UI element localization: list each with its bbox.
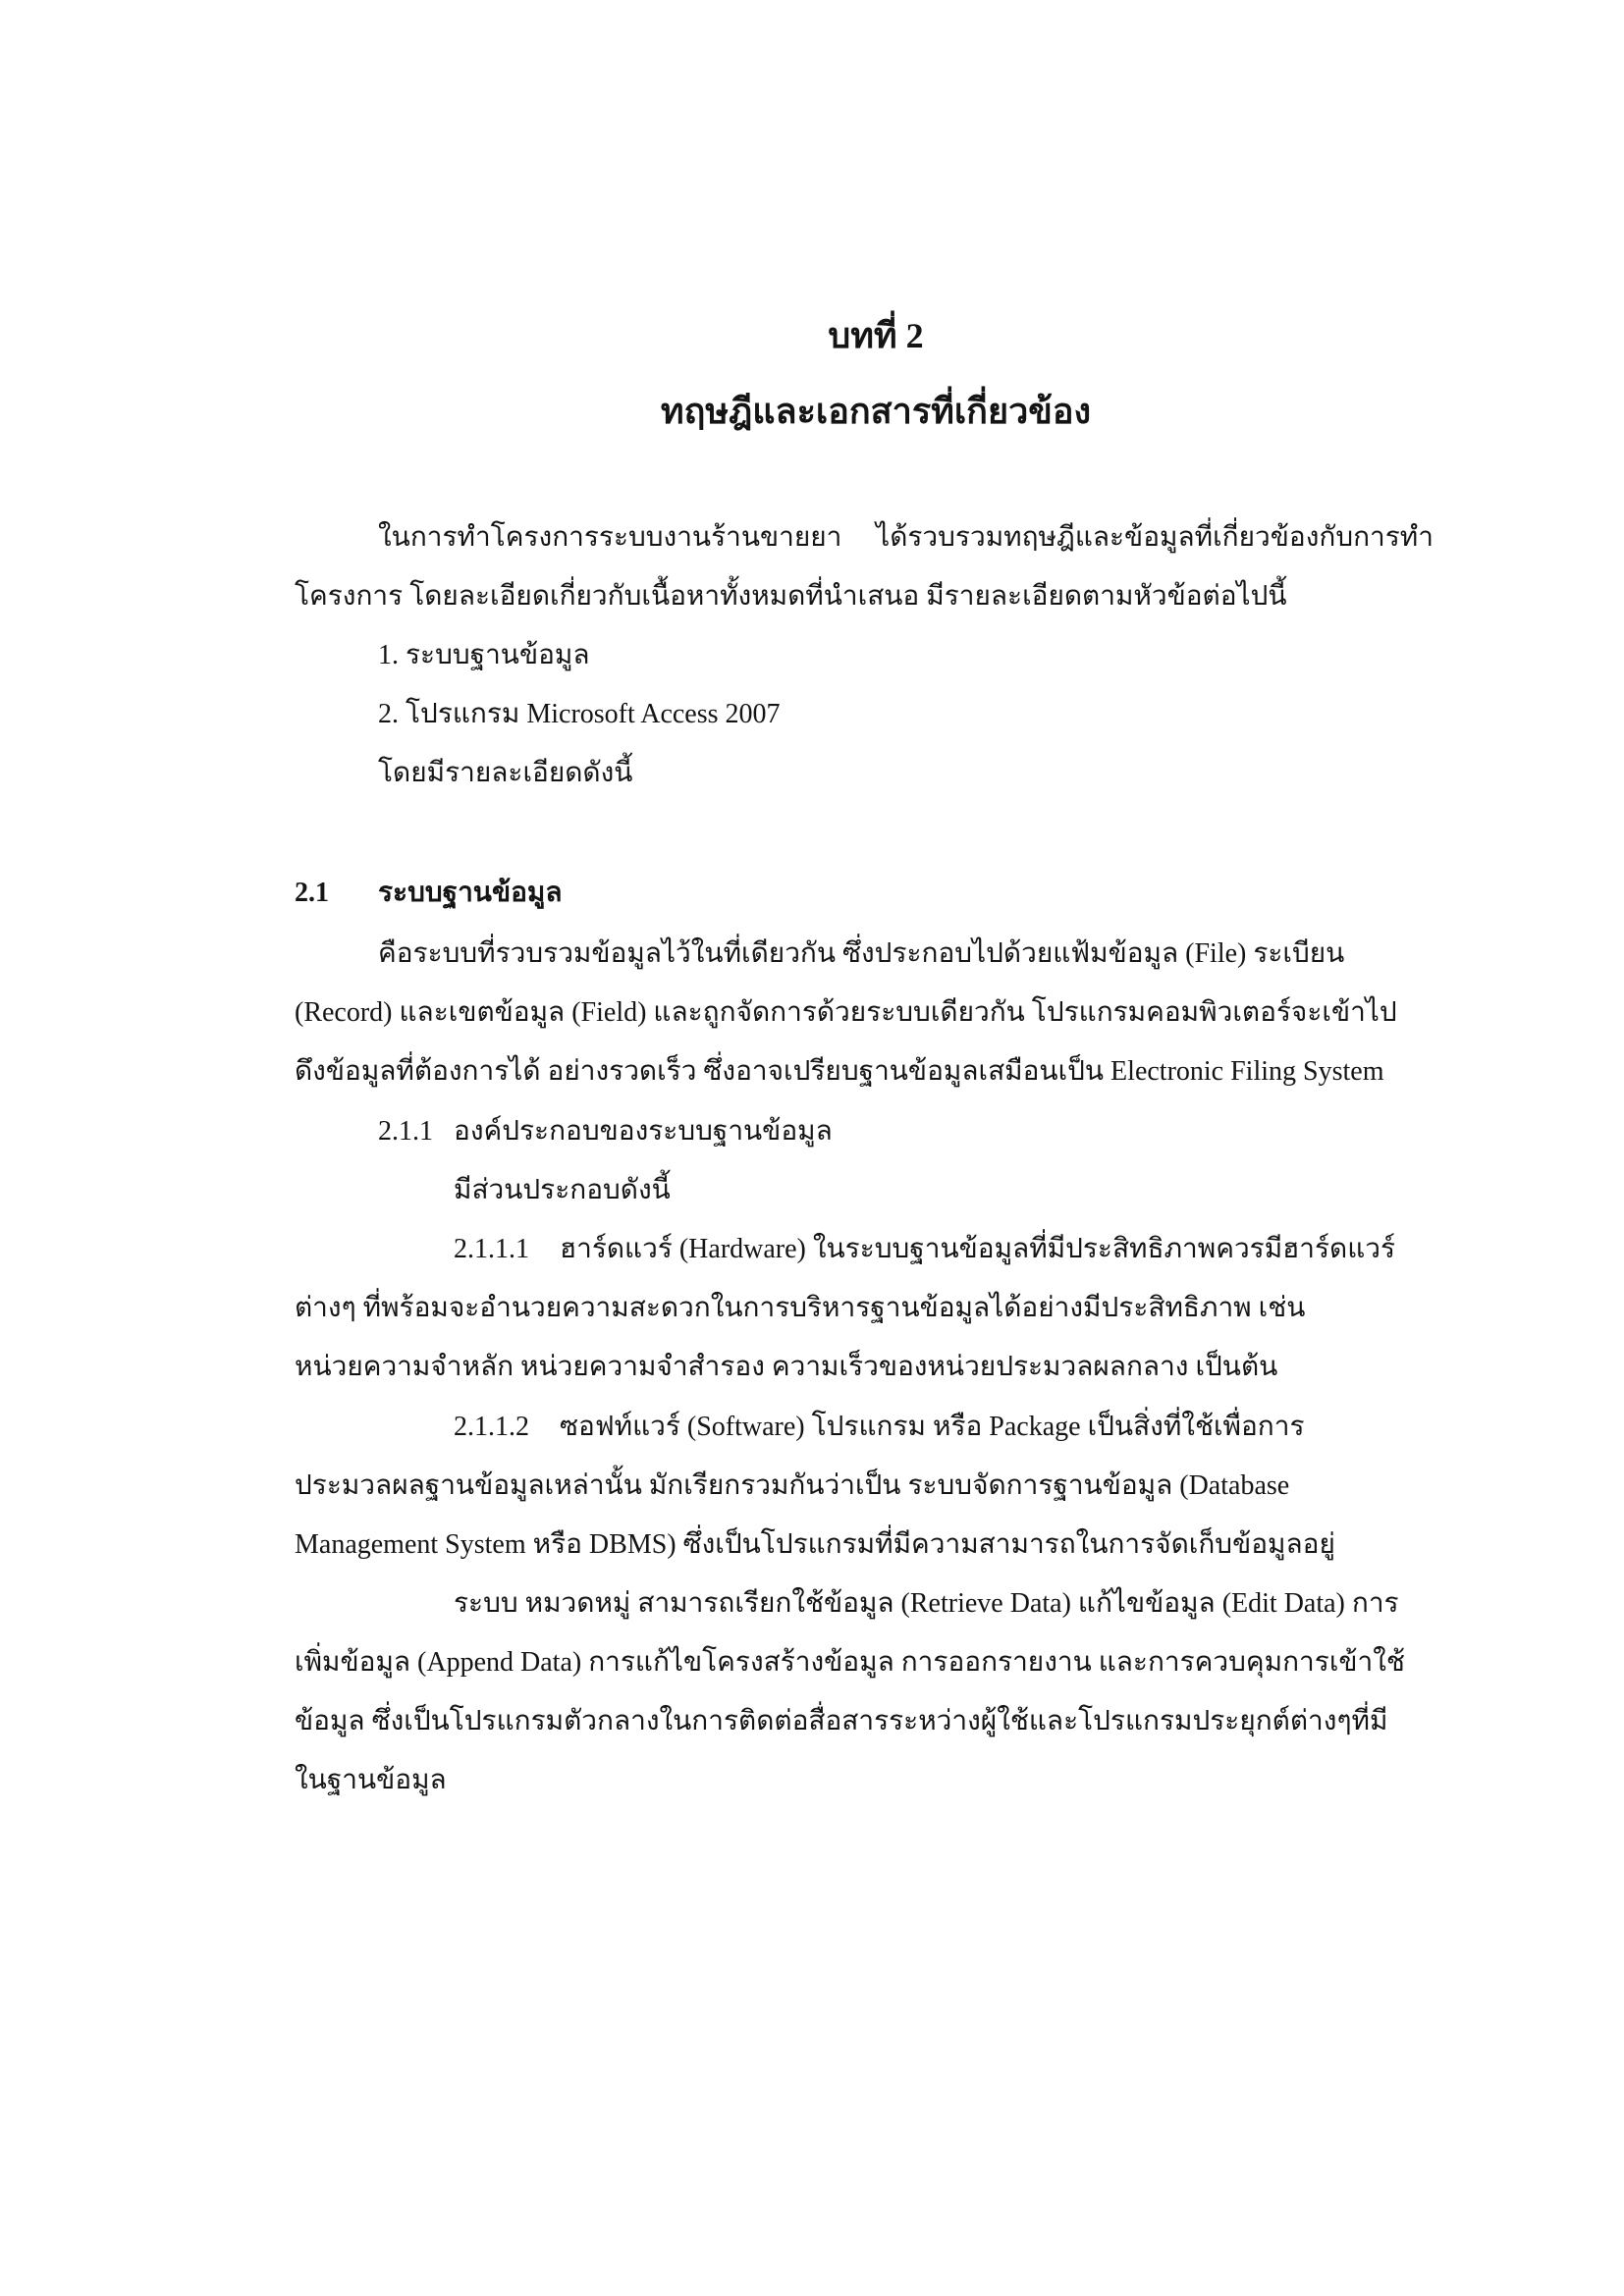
section-2-1-1-1-number: 2.1.1.1: [454, 1234, 529, 1264]
section-2-1-1-number: 2.1.1: [378, 1116, 433, 1147]
section-2-1-line-1: คือระบบที่รวบรวมข้อมูลไว้ในที่เดียวกัน ซึ่งประกอบไปด้วยแฟ้มข้อมูล (File) ระเบียน: [378, 938, 1345, 969]
section-2-1-1-1-line-2: ต่างๆ ที่พร้อมจะอำนวยความสะดวกในการบริหารฐานข้อมูลได้อย่างมีประสิทธิภาพ เช่น: [295, 1293, 1306, 1323]
section-2-1-number: 2.1: [295, 878, 329, 908]
intro-list-item: 2. โปรแกรม Microsoft Access 2007: [378, 699, 781, 729]
section-2-1-title: ระบบฐานข้อมูล: [378, 878, 563, 908]
continuation-line-3: ข้อมูล ซึ่งเป็นโปรแกรมตัวกลางในการติดต่อสื่อสารระหว่างผู้ใช้และโปรแกรมประยุกต์ต่างๆที่มี: [295, 1706, 1388, 1736]
section-2-1-1-1-line-3: หน่วยความจำหลัก หน่วยความจำสำรอง ความเร็วของหน่วยประมวลผลกลาง เป็นต้น: [295, 1352, 1278, 1382]
section-2-1-line-3: ดึงข้อมูลที่ต้องการได้ อย่างรวดเร็ว ซึ่งอาจเปรียบฐานข้อมูลเสมือนเป็น Electronic Filing System: [295, 1056, 1384, 1087]
section-2-1-1-1-line-1: ฮาร์ดแวร์ (Hardware) ในระบบฐานข้อมูลที่มีประสิทธิภาพควรมีฮาร์ดแวร์: [560, 1234, 1396, 1264]
intro-line-2: โครงการ โดยละเอียดเกี่ยวกับเนื้อหาทั้งหมดที่นำเสนอ มีรายละเอียดตามหัวข้อต่อไปนี้: [295, 581, 1287, 612]
continuation-line-2: เพิ่มข้อมูล (Append Data) การแก้ไขโครงสร้างข้อมูล การออกรายงาน และการควบคุมการเข้าใช้: [295, 1647, 1405, 1678]
chapter-title: ทฤษฎีและเอกสารที่เกี่ยวข้อง: [660, 392, 1092, 431]
intro-closing: โดยมีรายละเอียดดังนี้: [378, 758, 633, 788]
intro-line-1: ในการทำโครงการระบบงานร้านขายยา ได้รวบรวมทฤษฎีและข้อมูลที่เกี่ยวข้องกับการทำ: [378, 522, 1434, 553]
continuation-line-1: ระบบ หมวดหมู่ สามารถเรียกใช้ข้อมูล (Retrieve Data) แก้ไขข้อมูล (Edit Data) การ: [454, 1588, 1399, 1619]
section-2-1-1-2-line-3: Management System หรือ DBMS) ซึ่งเป็นโปรแกรมที่มีความสามารถในการจัดเก็บข้อมูลอยู่: [295, 1529, 1335, 1560]
section-2-1-1-title: องค์ประกอบของระบบฐานข้อมูล: [454, 1116, 833, 1147]
continuation-line-4: ในฐานข้อมูล: [295, 1765, 447, 1795]
chapter-number-title: บทที่ 2: [828, 316, 924, 355]
section-2-1-1-intro: มีส่วนประกอบดังนี้: [454, 1175, 671, 1205]
section-2-1-line-2: (Record) และเขตข้อมูล (Field) และถูกจัดการด้วยระบบเดียวกัน โปรแกรมคอมพิวเตอร์จะเข้าไป: [295, 997, 1397, 1028]
section-2-1-1-2-number: 2.1.1.2: [454, 1412, 529, 1442]
section-2-1-1-2-line-1: ซอฟท์แวร์ (Software) โปรแกรม หรือ Package เป็นสิ่งที่ใช้เพื่อการ: [560, 1412, 1305, 1442]
intro-list-item: 1. ระบบฐานข้อมูล: [378, 640, 590, 670]
section-2-1-1-2-line-2: ประมวลผลฐานข้อมูลเหล่านั้น มักเรียกรวมกันว่าเป็น ระบบจัดการฐานข้อมูล (Database: [295, 1470, 1290, 1501]
